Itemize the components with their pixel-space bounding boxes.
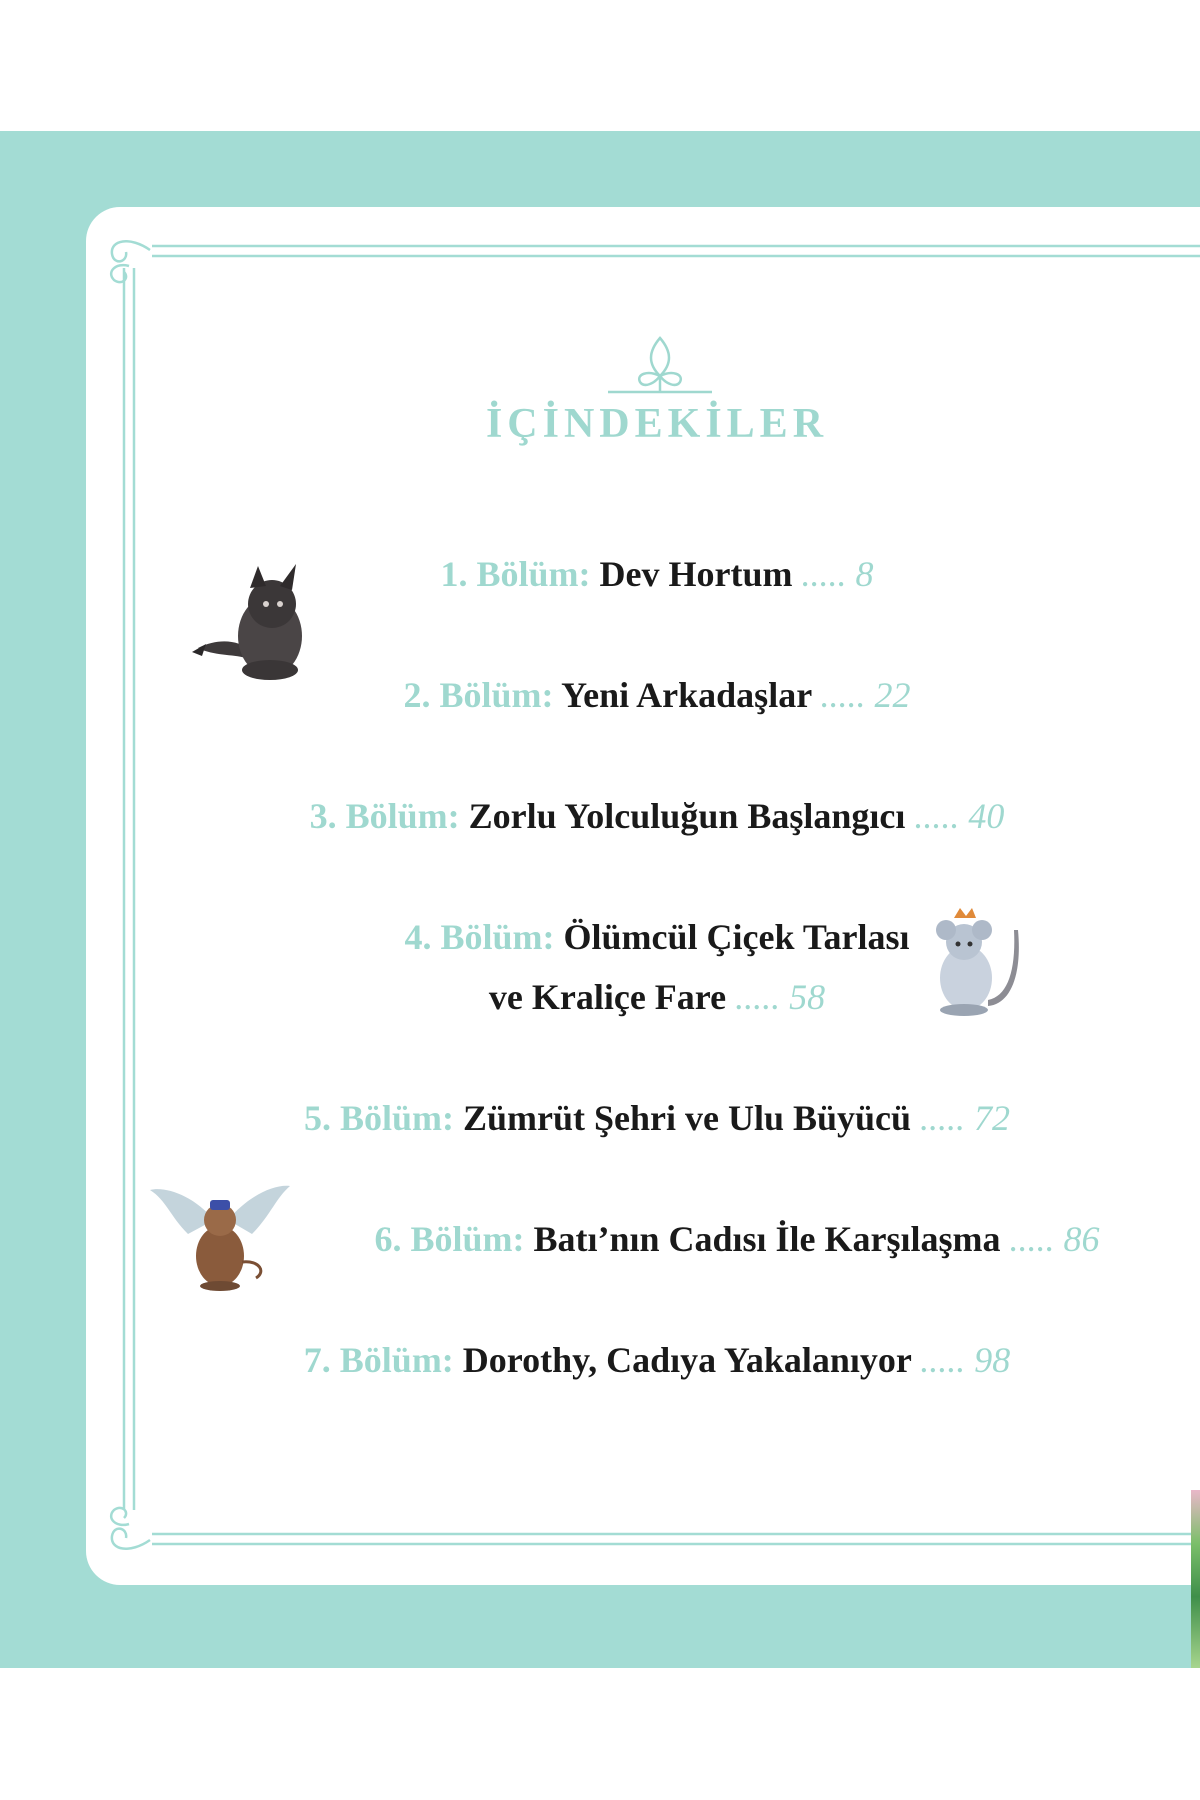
chapter-title: Dev Hortum	[599, 554, 793, 594]
next-page-edge-illustration	[1191, 1490, 1200, 1668]
chapter-title: Ölümcül Çiçek Tarlası	[563, 917, 910, 957]
chapter-page: ..... 72	[920, 1098, 1011, 1138]
page-title: İÇİNDEKİLER	[485, 401, 829, 447]
mouse-queen-illustration-icon	[918, 900, 1024, 1020]
chapter-title: Zorlu Yolculuğun Başlangıcı	[468, 796, 906, 836]
chapter-label: 6. Bölüm:	[374, 1219, 525, 1259]
fleuron-ornament-icon	[600, 330, 720, 400]
chapter-title: Dorothy, Cadıya Yakalanıyor	[462, 1340, 912, 1380]
toc-entry-1[interactable]	[0, 553, 1200, 595]
chapter-page: ..... 98	[920, 1340, 1011, 1380]
chapter-label: 7. Bölüm:	[303, 1340, 454, 1380]
chapter-page: ..... 86	[1009, 1219, 1100, 1259]
chapter-label: 3. Bölüm:	[309, 796, 460, 836]
chapter-page: ..... 8	[801, 554, 874, 594]
chapter-page: ..... 58	[735, 977, 826, 1017]
chapter-label: 5. Bölüm:	[303, 1098, 454, 1138]
corner-flourish-bottom	[111, 1508, 150, 1549]
toc-entry-7[interactable]	[0, 1339, 1200, 1381]
chapter-label: 4. Bölüm:	[404, 917, 555, 957]
toc-entry-2[interactable]	[0, 674, 1200, 716]
lion-illustration-icon	[188, 558, 320, 684]
chapter-title: Zümrüt Şehri ve Ulu Büyücü	[462, 1098, 912, 1138]
chapter-title: Batı’nın Cadısı İle Karşılaşma	[533, 1219, 1001, 1259]
chapter-page: ..... 40	[914, 796, 1005, 836]
chapter-label: 2. Bölüm:	[403, 675, 554, 715]
winged-monkey-illustration-icon	[148, 1176, 290, 1292]
toc-entry-5[interactable]	[0, 1097, 1200, 1139]
chapter-title-continued: ve Kraliçe Fare	[488, 977, 727, 1017]
chapter-page: ..... 22	[820, 675, 911, 715]
chapter-title: Yeni Arkadaşlar	[561, 675, 812, 715]
corner-flourish-top	[111, 241, 150, 282]
chapter-label: 1. Bölüm:	[440, 554, 591, 594]
toc-entry-3[interactable]	[0, 795, 1200, 837]
